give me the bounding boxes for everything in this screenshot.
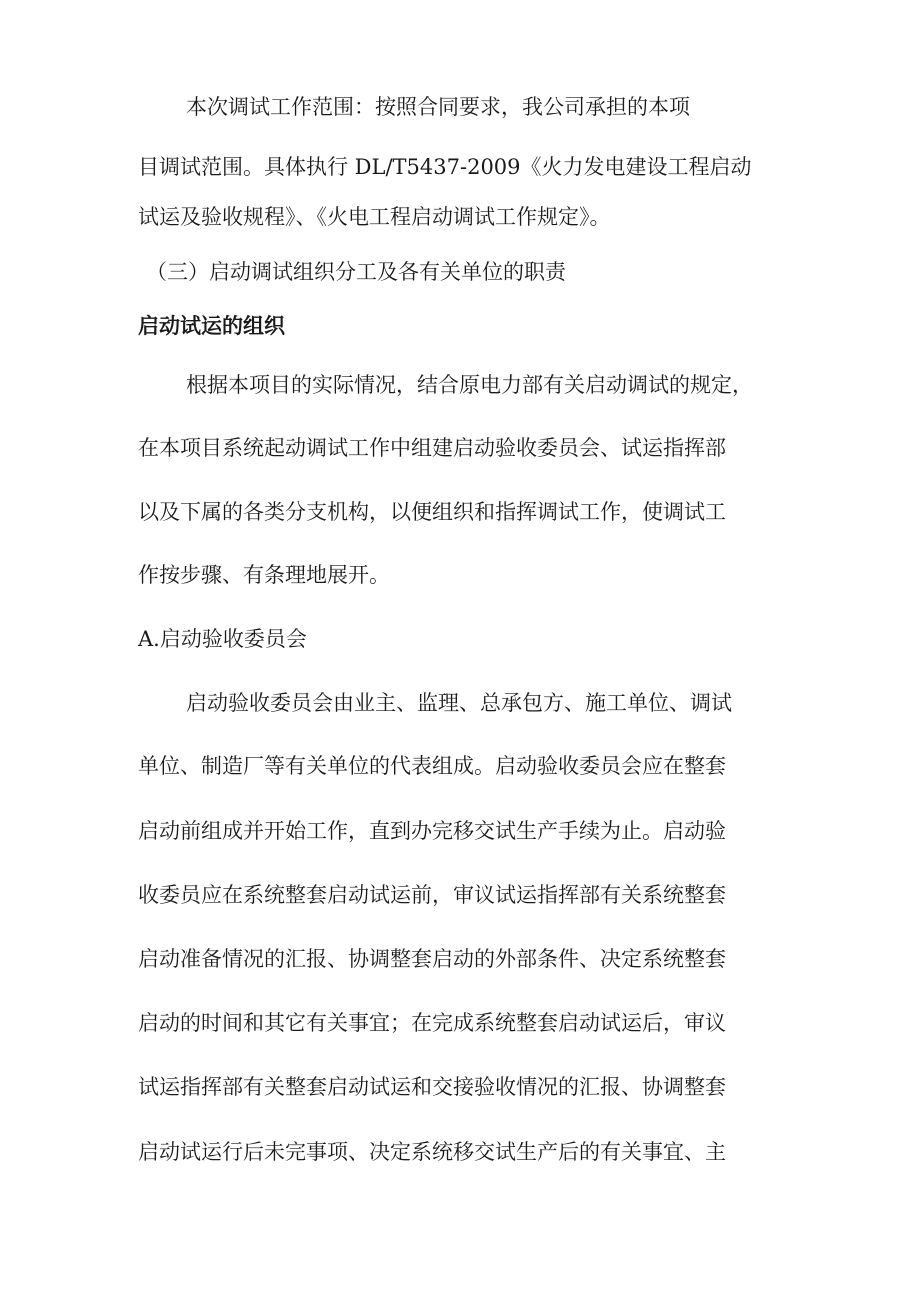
paragraph-line: 单位、制造厂等有关单位的代表组成。启动验收委员会应在整套 [138,754,726,778]
section-heading: 启动试运的组织 [138,314,285,338]
paragraph-line: 本次调试工作范围：按照合同要求，我公司承担的本项 [186,95,690,119]
paragraph-line: 试运指挥部有关整套启动试运和交接验收情况的汇报、协调整套 [138,1075,726,1099]
section-subheading: （三）启动调试组织分工及各有关单位的职责 [146,260,566,284]
paragraph-line: 以及下属的各类分支机构，以便组织和指挥调试工作，使调试工 [138,500,726,524]
section-a-heading: A.启动验收委员会 [138,627,307,651]
paragraph-line: 启动试运行后未完事项、决定系统移交试生产后的有关事宜、主 [138,1140,726,1164]
paragraph-line: 根据本项目的实际情况，结合原电力部有关启动调试的规定， [186,373,753,397]
paragraph-line: 收委员应在系统整套启动试运前，审议试运指挥部有关系统整套 [138,883,726,907]
paragraph-line: 启动前组成并开始工作，直到办完移交试生产手续为止。启动验 [138,819,726,843]
paragraph-line: 启动的时间和其它有关事宜；在完成系统整套启动试运后，审议 [138,1011,726,1035]
paragraph-line: 目调试范围。具体执行 DL/T5437-2009《火力发电建设工程启动 [138,155,752,179]
paragraph-line: 启动准备情况的汇报、协调整套启动的外部条件、决定系统整套 [138,947,726,971]
paragraph-line: 启动验收委员会由业主、监理、总承包方、施工单位、调试 [186,691,732,715]
paragraph-line: 在本项目系统起动调试工作中组建启动验收委员会、试运指挥部 [138,436,726,460]
paragraph-line: 作按步骤、有条理地展开。 [138,563,390,587]
paragraph-line: 试运及验收规程》、《火电工程启动调试工作规定》。 [138,205,611,229]
